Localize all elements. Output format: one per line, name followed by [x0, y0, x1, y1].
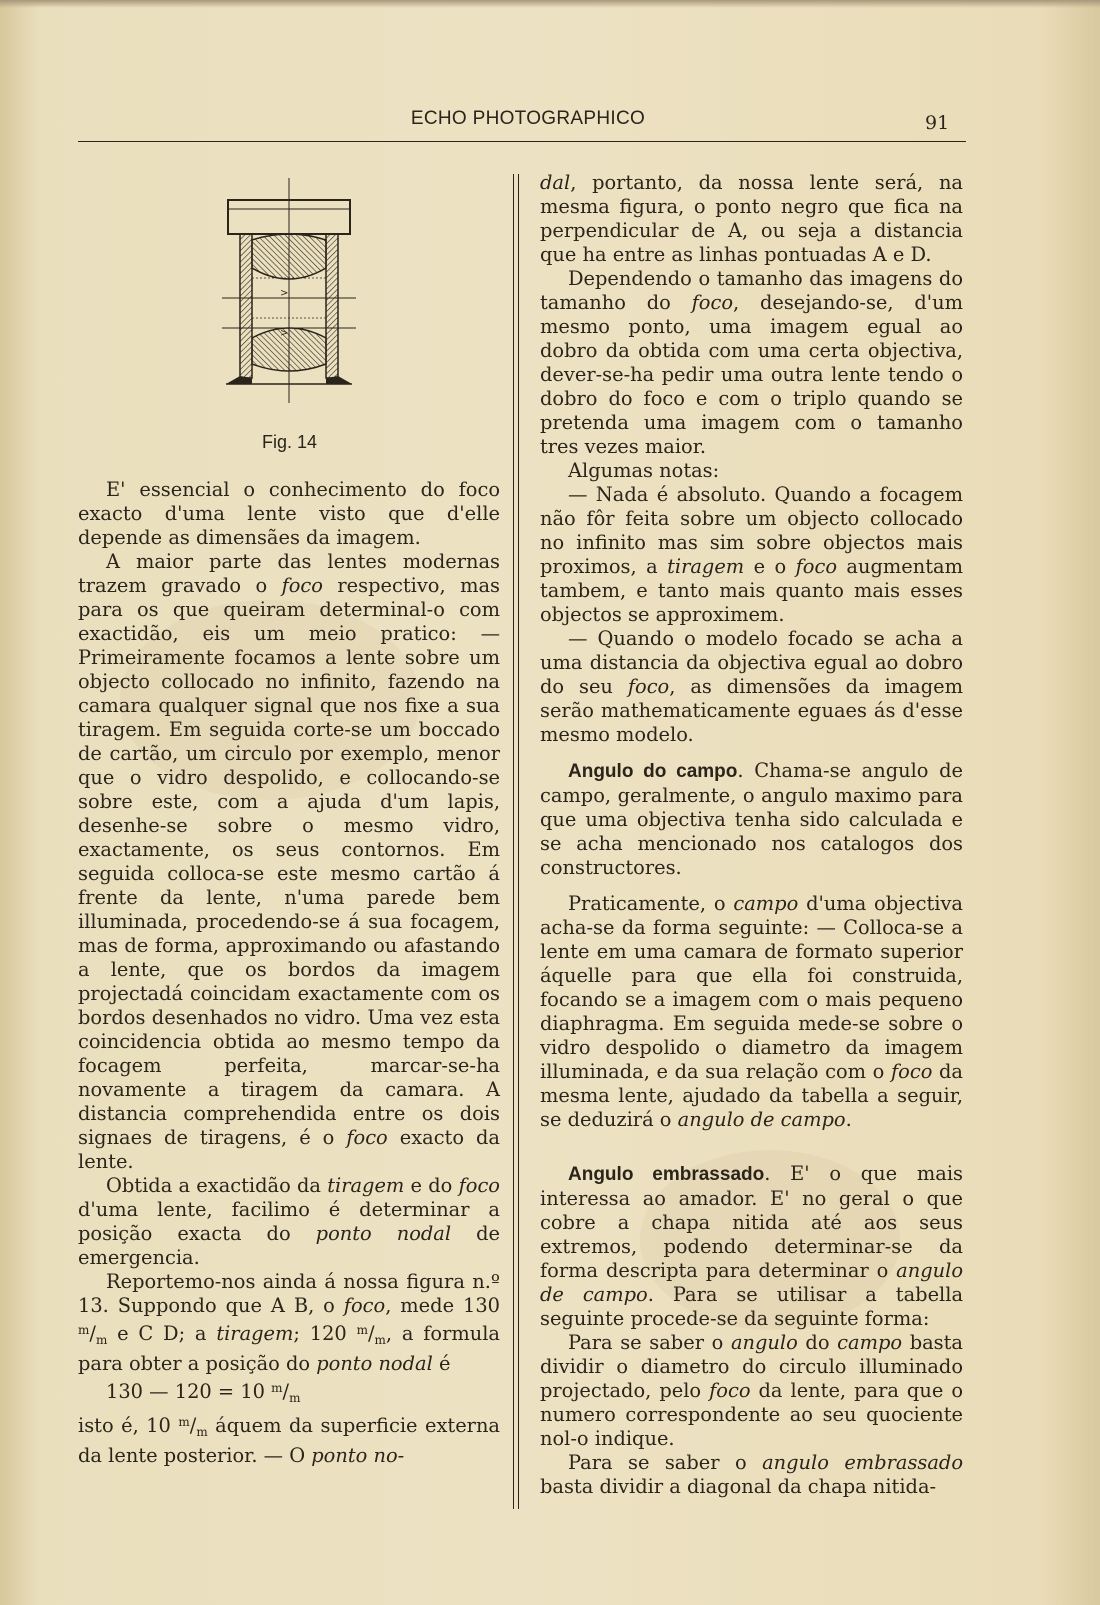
- svg-text:>: >: [280, 288, 289, 299]
- section-heading: Angulo embrassado: [568, 1164, 765, 1185]
- page-number: 91: [925, 112, 950, 134]
- paragraph: Angulo embrassado. E' o que mais interessa ao amador. E' no geral o que cobre a chapa nitida até aos seus extremos, podendo determinar-se da forma descripta para determinar o angulo de campo. Para se utilisar a tabella seguinte procede-se da seguinte forma:: [540, 1162, 964, 1330]
- paragraph: Para se saber o angulo do campo basta dividir o diametro do circulo illuminado projectado, pelo foco da lente, para que o numero correspondente ao seu quociente nol-o indique.: [540, 1331, 963, 1450]
- section-heading: Angulo do campo: [568, 761, 738, 782]
- formula: 130 — 120 = 10 $^m/_m$: [106, 1380, 301, 1405]
- paragraph: — Nada é absoluto. Quando a focagem não fôr feita sobre um objecto collocado no infinito mas sim sobre objectos mais proximos, a tiragem e o foco augmentam tambem, e tanto mais quanto mais esses objectos se approximem.: [540, 483, 963, 626]
- paragraph: dal, portanto, da nossa lente será, na mesma figura, o ponto negro que fica na perpendicular de A, ou seja a distancia que ha entre as linhas pontuadas A e D.: [540, 171, 963, 266]
- right-column: [540, 171, 963, 1499]
- figure-caption: Fig. 14: [262, 432, 318, 452]
- paragraph: isto é, 10 $^m/_m$ áquem da superficie externa da lente posterior. — O ponto no-: [78, 1414, 500, 1467]
- paragraph: Obtida a exactidão da tiragem e do foco d'uma lente, facilimo é determinar a posição exacta do ponto nodal de emergencia.: [78, 1174, 500, 1269]
- paragraph: Reportemo-nos ainda á nossa figura n.º 13. Suppondo que A B, o foco, mede 130 $^m/_m$ e C D; a tiragem; 120 $^m/_m$, a formula para obter a posição do ponto nodal é: [78, 1270, 500, 1375]
- paragraph: Angulo do campo. Chama-se angulo de campo, geralmente, o angulo maximo para que uma objectiva tenha sido calculada e se acha mencionado nos catalogos dos constructores.: [540, 759, 963, 879]
- lens-cross-section-figure: [222, 178, 372, 416]
- paragraph: A maior parte das lentes modernas trazem gravado o foco respectivo, mas para os que queiram determinal-o com exactidão, eis um meio pratico: — Primeiramente focamos a lente sobre um objecto collocado no infinito, fazendo na camara qualquer signal que nos fixe a sua tiragem. Em seguida corte-se um boccado de cartão, um circulo por exemplo, menor que o vidro despolido, e collocando-se sobre este, com a ajuda d'um lapis, desenhe-se sobre o mesmo vidro, exactamente, os seus contornos. Em seguida colloca-se este mesmo cartão á frente da lente, n'uma parede bem illuminada, procedendo-se á sua focagem, mas de forma, approximando ou afastando a lente, que os bordos da imagem projectadá coincidam exactamente com os bordos desenhados no vidro. Uma vez esta coincidencia obtida ao mesmo tempo da focagem perfeita, marcar-se-ha novamente a tiragem da camara. A distancia comprehendida entre os dois signaes de tiragens, é o foco exacto da lente.: [78, 550, 500, 1173]
- running-head: ECHO PHOTOGRAPHICO: [410, 108, 646, 129]
- paragraph: Praticamente, o campo d'uma objectiva acha-se da forma seguinte: — Colloca-se a lente em uma camara de formato superior áquelle para que ella foi construida, focando se a imagem com o mais pequeno diaphragma. Em seguida mede-se sobre o vidro despolido o diametro da imagem illuminada, e da sua relação com o foco da mesma lente, ajudado da tabella a seguir, se deduzirá o angulo de campo.: [540, 892, 963, 1131]
- column-divider: [513, 174, 514, 1509]
- svg-text:>: >: [280, 328, 289, 339]
- paragraph: Para se saber o angulo embrassado basta dividir a diagonal da chapa nitida-: [540, 1451, 963, 1498]
- paragraph: E' essencial o conhecimento do foco exacto d'uma lente visto que d'elle depende as dimensães da imagem.: [78, 478, 500, 549]
- paragraph: Algumas notas:: [568, 459, 720, 482]
- left-column: [78, 478, 500, 1468]
- paragraph: — Quando o modelo focado se acha a uma distancia da objectiva egual ao dobro do seu foco, as dimensões da imagem serão mathematicamente eguaes ás d'esse mesmo modelo.: [540, 627, 963, 746]
- paragraph: Dependendo o tamanho das imagens do tamanho do foco, desejando-se, d'um mesmo ponto, uma imagem egual ao dobro da obtida com uma certa objectiva, dever-se-ha pedir uma outra lente tendo o dobro do foco e com o triplo quando se pretenda uma imagem com o tamanho tres vezes maior.: [540, 267, 963, 458]
- header-rule: [78, 141, 966, 142]
- column-divider: [518, 174, 519, 1509]
